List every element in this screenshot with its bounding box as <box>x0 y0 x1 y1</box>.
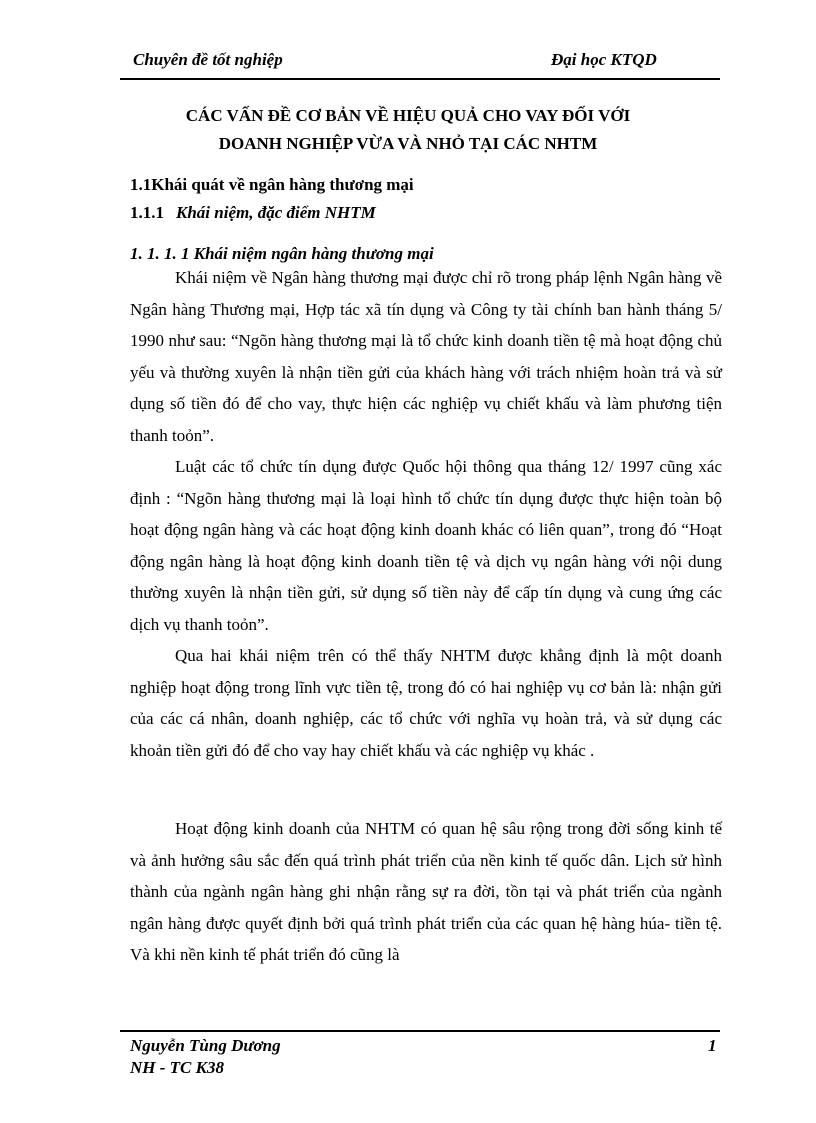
document-title-line2: DOANH NGHIỆP VỪA VÀ NHỎ TẠI CÁC NHTM <box>218 134 598 153</box>
body-paragraph-4: Hoạt động kinh doanh của NHTM có quan hệ sâu rộng trong đời sống kinh tế và ảnh hưởng sâu sắc đến quá trình phát triển của nền kinh tế quốc dân. Lịch sử hình thành của ngành ngân hàng ghi nhận rằng sự ra đời, tồn tại và phát triển của ngành ngân hàng được quyết định bởi quá trình phát triển của các quan hệ hàng húa- tiền tệ. Và khi nền kinh tế phát triển đó cũng là <box>130 819 722 964</box>
subsubsection-heading: 1. 1. 1. 1 Khái niệm ngân hàng thương mại <box>130 244 434 263</box>
subsection-number: 1.1.1 <box>130 203 164 222</box>
body-paragraph-3: Qua hai khái niệm trên có thể thấy NHTM được khẳng định là một doanh nghiệp hoạt động trong lĩnh vực tiền tệ, trong đó có hai nghiệp vụ cơ bản là: nhận gửi của các cá nhân, doanh nghiệp, các tổ chức với nghĩa vụ hoàn trả, và sử dụng các khoản tiền gửi đó để cho vay hay chiết khấu và các nghiệp vụ khác . <box>130 646 722 760</box>
section-heading: 1.1Khái quát về ngân hàng thương mại <box>130 175 414 194</box>
header-divider <box>120 78 720 80</box>
subsection-title: Khái niệm, đặc điểm NHTM <box>176 203 376 222</box>
header-left: Chuyên đề tốt nghiệp <box>133 50 283 69</box>
document-title-line1: CÁC VẤN ĐỀ CƠ BẢN VỀ HIỆU QUẢ CHO VAY ĐỐI VỚI <box>185 106 631 125</box>
subsection-heading <box>130 203 376 223</box>
footer-author: Nguyễn Tùng Dương <box>130 1036 281 1055</box>
footer-class: NH - TC K38 <box>130 1058 224 1077</box>
body-paragraph-2: Luật các tổ chức tín dụng được Quốc hội thông qua tháng 12/ 1997 cũng xác định : “Ngõn hàng thương mại là loại hình tổ chức tín dụng được thực hiện toàn bộ hoạt động ngân hàng và các hoạt động kinh doanh khác có liên quan”, trong đó “Hoạt động ngân hàng là hoạt động kinh doanh tiền tệ và dịch vụ ngân hàng với nội dung thường xuyên là nhận tiền gửi, sử dụng số tiền này để cấp tín dụng và cung ứng các dịch vụ thanh toỏn”. <box>130 457 722 634</box>
header-right: Đại học KTQD <box>551 50 657 69</box>
body-paragraph-1: Khái niệm về Ngân hàng thương mại được chỉ rõ trong pháp lệnh Ngân hàng về Ngân hàng Thương mại, Hợp tác xã tín dụng và Công ty tài chính ban hành tháng 5/ 1990 như sau: “Ngõn hàng thương mại là tổ chức kinh doanh tiền tệ mà hoạt động chủ yếu và thường xuyên là nhận tiền gửi của khách hàng với trách nhiệm hoàn trả và sử dụng số tiền đó để cho vay, thực hiện các nghiệp vụ chiết khấu và làm phương tiện thanh toỏn”. <box>130 268 722 445</box>
page-number: 1 <box>708 1036 717 1055</box>
footer-divider <box>120 1030 720 1032</box>
